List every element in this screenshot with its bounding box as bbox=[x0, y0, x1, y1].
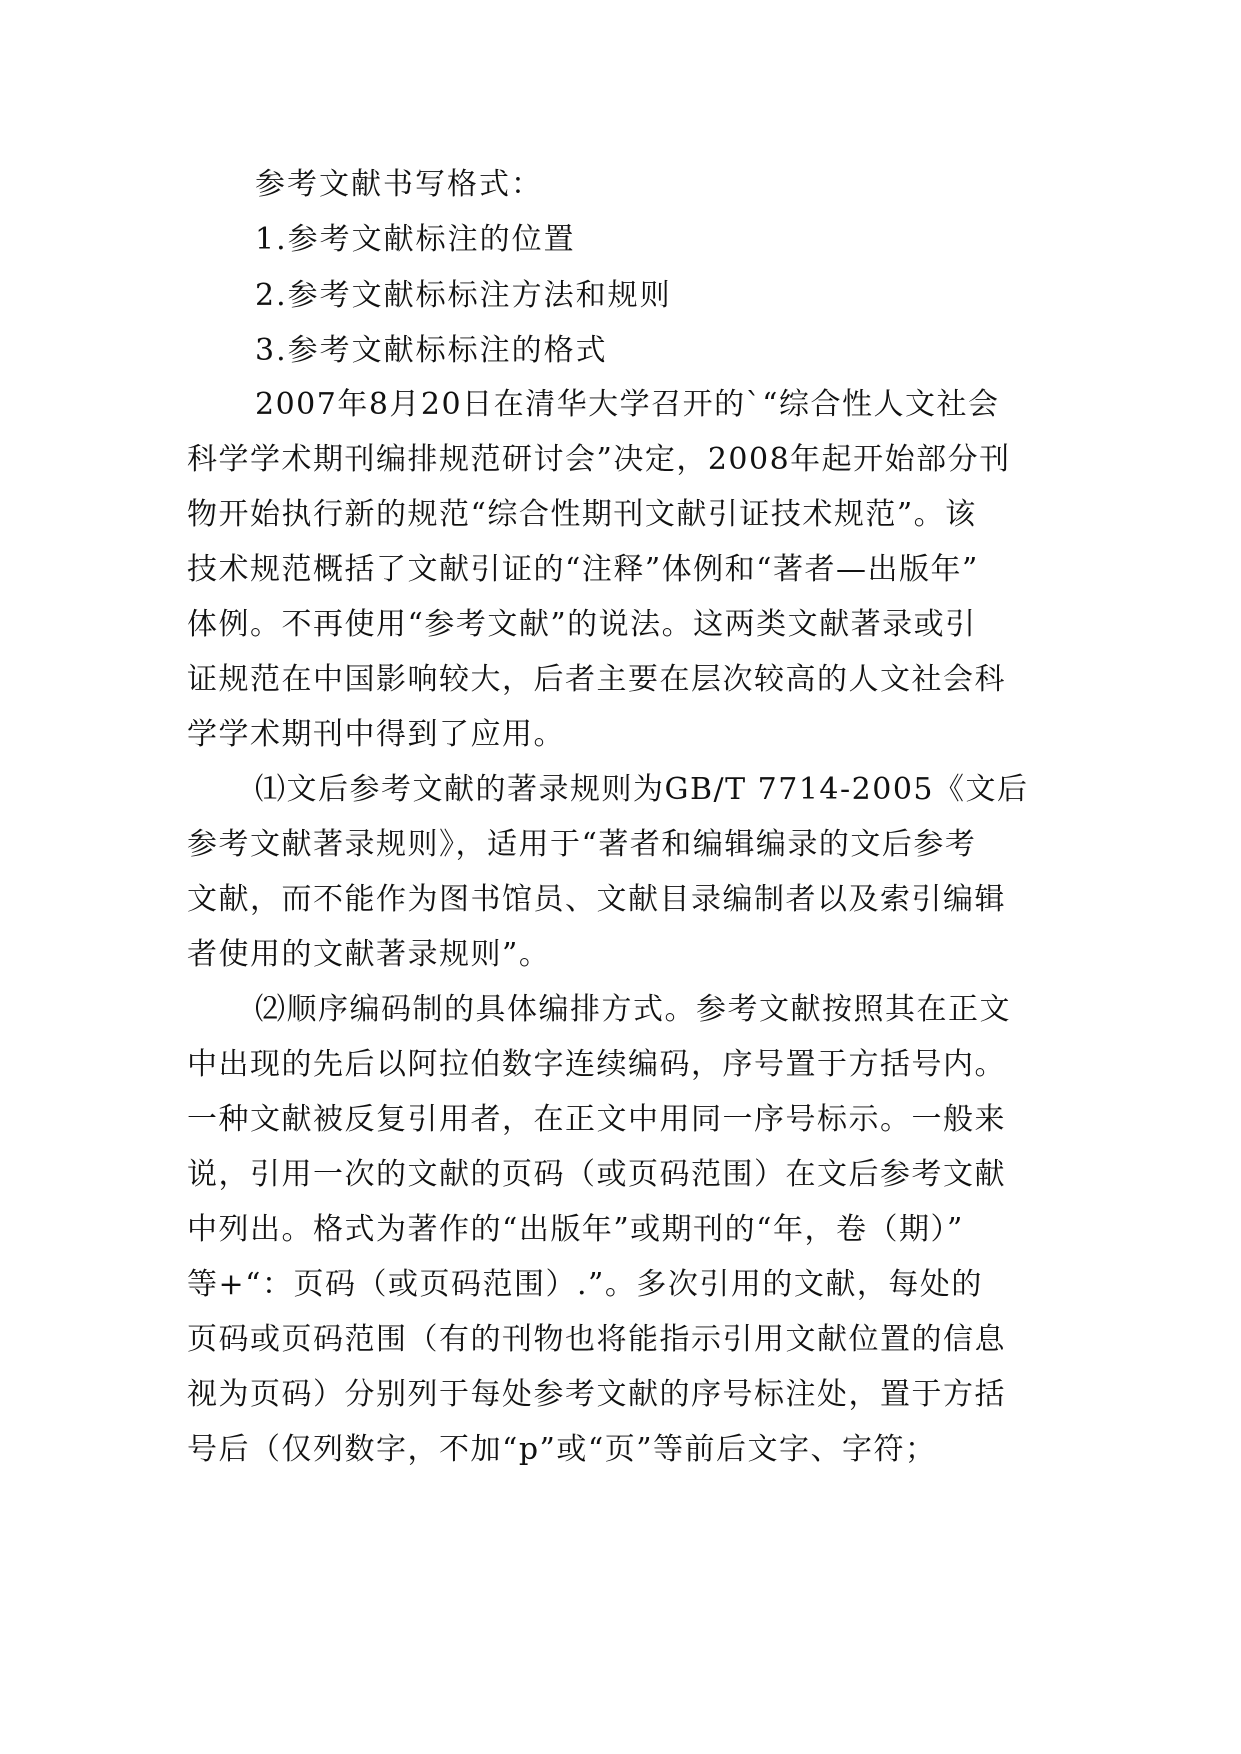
paragraph-line: 物开始执行新的规范“综合性期刊文献引证技术规范”。该 bbox=[187, 497, 977, 532]
paragraph-line: 体例。不再使用“参考文献”的说法。这两类文献著录或引 bbox=[187, 607, 977, 642]
paragraph-line: 2007年8月20日在清华大学召开的`“综合性人文社会 bbox=[255, 387, 1000, 422]
paragraph-line: ⑵顺序编码制的具体编排方式。参考文献按照其在正文 bbox=[255, 992, 1011, 1027]
heading-item: 2.参考文献标标注方法和规则 bbox=[255, 278, 672, 313]
paragraph-line: 学学术期刊中得到了应用。 bbox=[187, 717, 565, 752]
heading-item: 3.参考文献标标注的格式 bbox=[255, 333, 608, 368]
paragraph-line: 说，引用一次的文献的页码（或页码范围）在文后参考文献 bbox=[187, 1157, 1006, 1192]
paragraph-line: 文献，而不能作为图书馆员、文献目录编制者以及索引编辑 bbox=[187, 882, 1006, 917]
paragraph-line: 等+“：页码（或页码范围）.”。多次引用的文献，每处的 bbox=[187, 1267, 983, 1302]
paragraph-line: 视为页码）分别列于每处参考文献的序号标注处，置于方括 bbox=[187, 1377, 1006, 1412]
paragraph-line: 者使用的文献著录规则”。 bbox=[187, 937, 551, 972]
paragraph-line: 中出现的先后以阿拉伯数字连续编码，序号置于方括号内。 bbox=[187, 1047, 1006, 1082]
document-page bbox=[187, 0, 1053, 1754]
heading-item: 1.参考文献标注的位置 bbox=[255, 222, 576, 257]
paragraph-line: 技术规范概括了文献引证的“注释”体例和“著者—出版年” bbox=[187, 552, 979, 587]
paragraph-line: 页码或页码范围（有的刊物也将能指示引用文献位置的信息 bbox=[187, 1322, 1006, 1357]
paragraph-line: 号后（仅列数字，不加“p”或“页”等前后文字、字符； bbox=[187, 1432, 937, 1467]
paragraph-line: 参考文献著录规则》，适用于“著者和编辑编录的文后参考 bbox=[187, 827, 977, 862]
paragraph-line: 科学学术期刊编排规范研讨会”决定，2008年起开始部分刊 bbox=[187, 442, 1011, 477]
paragraph-line: 证规范在中国影响较大，后者主要在层次较高的人文社会科 bbox=[187, 662, 1006, 697]
paragraph-line: ⑴文后参考文献的著录规则为GB/T 7714-2005《文后 bbox=[255, 772, 1029, 807]
section-title: 参考文献书写格式： bbox=[255, 167, 543, 202]
paragraph-line: 一种文献被反复引用者，在正文中用同一序号标示。一般来 bbox=[187, 1102, 1006, 1137]
paragraph-line: 中列出。格式为著作的“出版年”或期刊的“年，卷（期）” bbox=[187, 1212, 964, 1247]
